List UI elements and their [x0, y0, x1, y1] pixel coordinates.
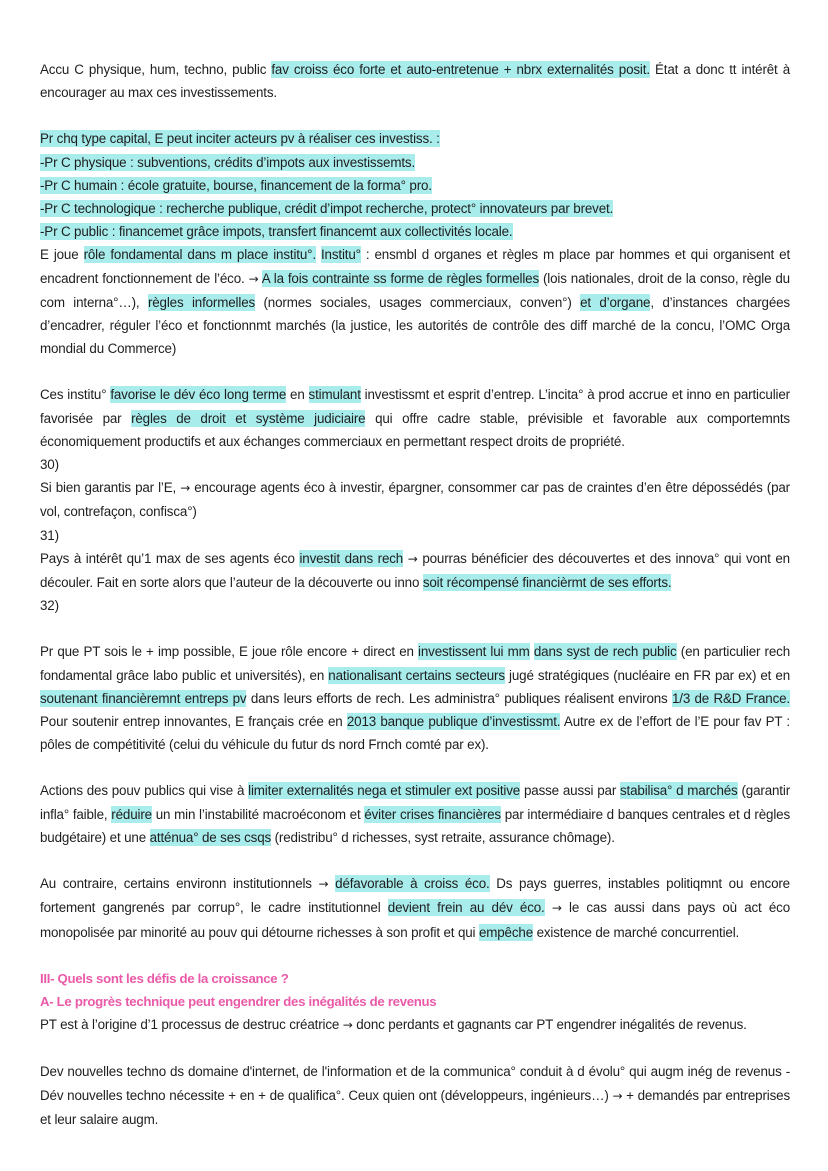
highlight: fav croiss éco forte et auto-entretenue + nbrx externalités posit.: [271, 62, 650, 77]
paragraph-accumulation: Accu C physique, hum, techno, public fav croiss éco forte et auto-entretenue + nbrx externalités posit. État a donc tt intérêt à encourager au max ces investissements.: [40, 62, 791, 101]
arrow-icon: →: [180, 481, 191, 496]
note-number: 32): [40, 598, 59, 614]
arrow-icon: →: [551, 901, 562, 916]
incentive-list: [40, 127, 790, 243]
paragraph-institutions: E joue rôle fondamental dans m place institu°. Institu° : ensmbl d organes et règles m place par hommes et qui organisent et encadrent fonctionnement de l’éco. → A la fois contrainte ss forme de règles formelles (lois nationales, droit de la conso, règle du com interna°…), règles informelles (normes sociales, usages commerciaux, conven°) et d’organe, d’instances chargées d’encadrer, réguler l’éco et fonctionnmt marchés (la justice, les autorités de contrôle des diff marché de la concu, l’OMC Orga mondial du Commerce): [40, 247, 791, 357]
list-intro: Pr chq type capital, E peut inciter acteurs pv à réaliser ces investiss. :: [40, 131, 440, 147]
arrow-icon: →: [248, 271, 259, 286]
paragraph-public-research: Pr que PT sois le + imp possible, E joue rôle encore + direct en investissent lui mm dans syst de rech public (en particulier rech fondamental grâce labo public et universités), en nationalisant certains secteurs jugé stratégiques (nucléaire en FR par ex) et en soutenant financièremnt entreps pv dans leurs efforts de rech. Les administra° publiques réalisent environs 1/3 de R&D France. Pour soutenir entrep innovantes, E français crée en 2013 banque publique d’investissmt. Autre ex de l’effort de l’E pour fav PT : pôles de compétitivité (celui du véhicule du futur ds nord Frnch comté par ex).: [40, 644, 790, 753]
arrow-icon: →: [612, 1088, 623, 1103]
paragraph-research: Pays à intérêt qu’1 max de ses agents éco investit dans rech → pourras bénéficier des découvertes et des innova° qui vont en découler. Fait en sorte alors que l’auteur de la découverte ou inno soit récompensé financièrmt de ses efforts.: [40, 550, 790, 591]
list-item: -Pr C physique : subventions, crédits d’impots aux investissemts.: [40, 154, 416, 170]
note-number: 31): [40, 527, 59, 543]
paragraph-new-tech: Dev nouvelles techno ds domaine d'internet, de l'information et de la communica° conduit à d évolu° qui augm inég de revenus - Dév nouvelles techno nécessite + en + de qualifica°. Ceux quien ont (développeurs, ingénieurs…) → + demandés par entreprises et leur salaire augm.: [40, 1064, 791, 1127]
list-item: -Pr C humain : école gratuite, bourse, financement de la forma° pro.: [40, 177, 432, 193]
list-item: -Pr C technologique : recherche publique, crédit d’impot recherche, protect° innovateurs par brevet.: [40, 201, 614, 217]
paragraph-unfavorable: Au contraire, certains environn institutionnels → défavorable à croiss éco. Ds pays guerres, instables politiqmnt ou encore fortement gangrenés par corrup°, le cadre institutionnel devient frein au dév éco. → le cas aussi dans pays où act éco monopolisée par minorité au pouv qui détourne richesses à son profit et qui empêche existence de marché concurrentiel.: [40, 876, 790, 940]
section-heading: III- Quels sont les défis de la croissance ?: [40, 970, 289, 986]
arrow-icon: →: [407, 551, 418, 566]
paragraph-creative-destruction: PT est à l’origine d’1 processus de destruc créatrice → donc perdants et gagnants car PT engendrer inégalités de revenus.: [40, 1017, 747, 1033]
arrow-icon: →: [318, 877, 329, 892]
note-number: 30): [40, 457, 59, 473]
paragraph-long-term: Ces institu° favorise le dév éco long terme en stimulant investissmt et esprit d’entrep. L’incita° à prod accrue et inno en particulier favorisée par règles de droit et système judiciaire qui offre cadre stable, prévisible et favorable aux comportemnts économiquement productifs et aux échanges commerciaux en permettant respect droits de propriété.: [40, 387, 790, 449]
paragraph-guarantees: Si bien garantis par l’E, → encourage agents éco à investir, épargner, consommer car pas de craintes d’en être dépossédés (par vol, contrefaçon, confisca°): [40, 480, 790, 520]
arrow-icon: →: [342, 1018, 353, 1033]
document-page: [40, 58, 790, 1131]
subsection-heading: A- Le progrès technique peut engendrer des inégalités de revenus: [40, 993, 437, 1009]
paragraph-public-action: Actions des pouv publics qui vise à limiter externalités nega et stimuler ext positive passe aussi par stabilisa° d marchés (garantir infla° faible, réduire un min l’instabilité macroéconom et éviter crises financières par intermédiaire d banques centrales et d règles budgétaire) et une atténua° de ses csqs (redistribu° d richesses, syst retraite, assurance chômage).: [40, 783, 791, 845]
list-item: -Pr C public : financemet grâce impots, transfert financemt aux collectivités locale.: [40, 224, 513, 240]
